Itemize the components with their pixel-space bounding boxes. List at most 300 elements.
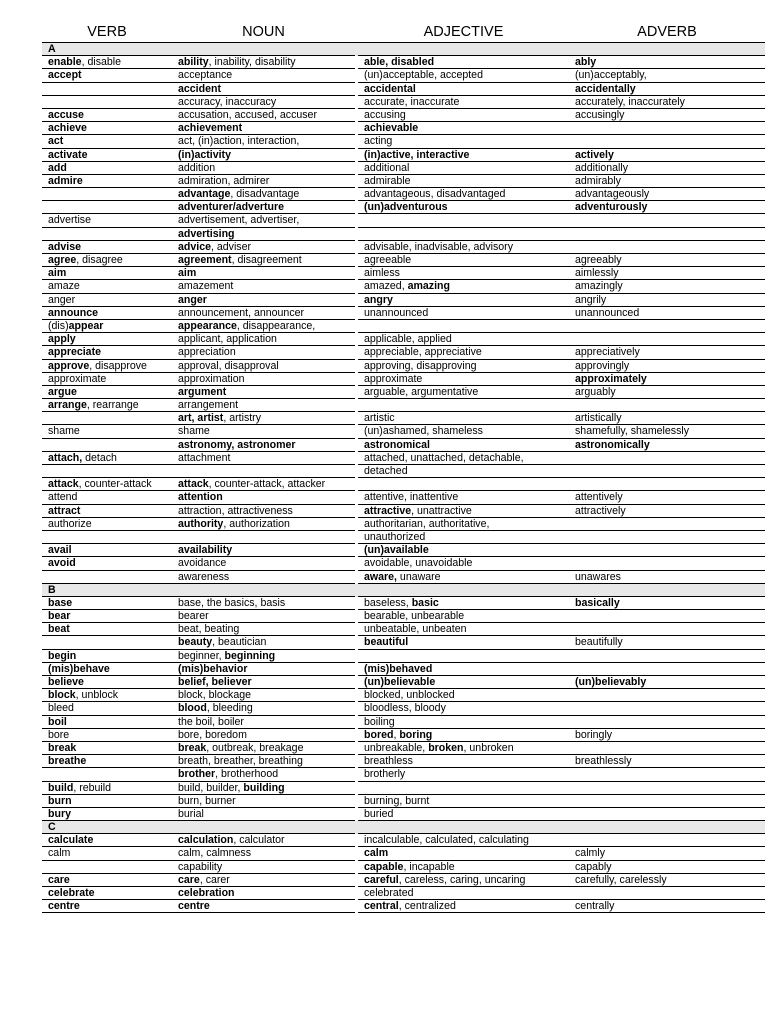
key-word: aim: [178, 267, 197, 280]
table-row: [42, 201, 765, 214]
adjective-cell: [358, 518, 569, 531]
noun-cell: [172, 518, 355, 531]
word-text: arguably: [575, 385, 616, 398]
adjective-cell: [358, 676, 569, 689]
adverb-cell: [569, 83, 765, 96]
key-word: attention: [178, 491, 223, 504]
word-text: avoidance: [178, 557, 227, 570]
adjective-cell: [358, 135, 569, 148]
word-text: , carer: [199, 873, 230, 886]
adverb-cell: [569, 188, 765, 201]
key-word: art, artist: [178, 412, 224, 425]
word-text: breath, breather, breathing: [178, 755, 303, 768]
key-word: attack: [178, 478, 209, 491]
word-text: , rearrange: [86, 399, 139, 412]
adjective-cell: [358, 755, 569, 768]
key-word: centre: [178, 900, 210, 913]
key-word: calculate: [48, 834, 94, 847]
table-row: [42, 56, 765, 69]
word-text: announcement, announcer: [178, 306, 305, 319]
word-text: amaze: [48, 280, 80, 293]
noun-cell: [172, 610, 355, 623]
table-row: [42, 294, 765, 307]
table-row: [42, 505, 765, 518]
adverb-cell: [569, 228, 765, 241]
word-text: breathless: [364, 755, 413, 768]
key-word: agreement: [178, 254, 232, 266]
table-row: [42, 109, 765, 122]
table-row: [42, 175, 765, 188]
verb-cell: [42, 69, 172, 82]
verb-cell: [42, 465, 172, 478]
verb-cell: [42, 478, 172, 491]
adjective-cell: [358, 597, 569, 610]
word-text: accuracy, inaccuracy: [178, 95, 277, 108]
verb-cell: [42, 861, 172, 874]
word-text: beat, beating: [178, 623, 240, 636]
table-row: [42, 228, 765, 241]
word-text: artistically: [575, 412, 622, 425]
adjective-cell: [358, 149, 569, 162]
word-text: anger: [48, 293, 76, 306]
noun-cell: [172, 333, 355, 346]
key-word: belief, believer: [178, 676, 252, 688]
noun-cell: [172, 650, 355, 663]
word-text: , inability, disability: [208, 56, 296, 69]
word-text: artistic: [364, 412, 395, 425]
adverb-cell: [569, 755, 765, 768]
key-word: accuse: [48, 108, 84, 121]
adverb-cell: [569, 478, 765, 491]
adverb-cell: [569, 518, 765, 531]
verb-cell: [42, 109, 172, 122]
key-word: aim: [48, 267, 67, 280]
key-word: break: [48, 741, 77, 754]
word-text: , counter-attack: [78, 478, 152, 491]
adjective-cell: [358, 610, 569, 623]
word-text: beautifully: [575, 636, 623, 649]
adjective-cell: [358, 307, 569, 320]
adverb-cell: [569, 663, 765, 676]
adjective-cell: [358, 267, 569, 280]
empty-cell: [358, 821, 569, 834]
key-word: beautiful: [364, 636, 409, 649]
adjective-cell: [358, 768, 569, 781]
word-text: advertise: [48, 214, 91, 227]
noun-cell: [172, 294, 355, 307]
key-word: enable: [48, 56, 82, 69]
adverb-cell: [569, 254, 765, 267]
word-text: accurate, inaccurate: [364, 95, 460, 108]
word-text: appreciable, appreciative: [364, 346, 482, 359]
table-row: [42, 491, 765, 504]
key-word: appearance: [178, 319, 237, 332]
table-row: [42, 716, 765, 729]
table-row: [42, 887, 765, 900]
key-word: beauty: [178, 636, 213, 649]
verb-cell: [42, 491, 172, 504]
verb-cell: [42, 188, 172, 201]
verb-cell: [42, 847, 172, 860]
adjective-cell: [358, 689, 569, 702]
word-text: , beautician: [212, 636, 267, 649]
noun-cell: [172, 887, 355, 900]
word-text: boringly: [575, 728, 613, 741]
adjective-cell: [358, 795, 569, 808]
word-text: , disagreement: [231, 254, 302, 266]
noun-cell: [172, 320, 355, 333]
noun-cell: [172, 425, 355, 438]
table-row: [42, 689, 765, 702]
key-word: careful: [364, 873, 399, 886]
key-word: approve: [48, 359, 90, 372]
word-text: capability: [178, 860, 223, 873]
word-text: , disappearance,: [236, 319, 316, 332]
word-text: bore, boredom: [178, 728, 247, 741]
adjective-cell: [358, 571, 569, 584]
verb-cell: [42, 676, 172, 689]
noun-cell: [172, 162, 355, 175]
verb-cell: [42, 96, 172, 109]
table-row: [42, 544, 765, 557]
word-text: (un)acceptable, accepted: [364, 69, 483, 82]
word-text: attentively: [575, 491, 623, 504]
adjective-cell: [358, 175, 569, 188]
key-word: attach,: [48, 451, 83, 464]
adjective-cell: [358, 623, 569, 636]
noun-cell: [172, 201, 355, 214]
noun-cell: [172, 267, 355, 280]
verb-cell: [42, 201, 172, 214]
word-text: burn, burner: [178, 794, 236, 807]
table-row: [42, 531, 765, 544]
key-word: agree: [48, 254, 77, 266]
key-word: boil: [48, 715, 67, 728]
verb-cell: [42, 149, 172, 162]
adverb-cell: [569, 96, 765, 109]
key-word: break: [178, 741, 207, 754]
verb-cell: [42, 650, 172, 663]
adjective-cell: [358, 386, 569, 399]
noun-cell: [172, 439, 355, 452]
verb-cell: [42, 294, 172, 307]
key-word: accidentally: [575, 82, 636, 95]
adjective-cell: [358, 808, 569, 821]
adjective-cell: [358, 663, 569, 676]
word-text: , unbroken: [463, 741, 514, 754]
word-text: , incapable: [403, 860, 455, 873]
adverb-cell: [569, 676, 765, 689]
word-text: , adviser: [210, 240, 252, 253]
adjective-cell: [358, 636, 569, 649]
adjective-cell: [358, 228, 569, 241]
word-text: , outbreak, breakage: [206, 741, 304, 754]
noun-cell: [172, 188, 355, 201]
noun-cell: [172, 834, 355, 847]
adverb-cell: [569, 768, 765, 781]
word-text: centrally: [575, 900, 615, 913]
key-word: calm: [364, 847, 389, 860]
key-word: astronomical: [364, 438, 430, 451]
word-text: burial: [178, 807, 204, 820]
word-text: capably: [575, 860, 612, 873]
word-text: unannounced: [364, 306, 429, 319]
verb-cell: [42, 83, 172, 96]
table-body: [42, 43, 765, 913]
key-word: advantage: [178, 188, 231, 201]
table-row: [42, 795, 765, 808]
adverb-cell: [569, 162, 765, 175]
noun-cell: [172, 874, 355, 887]
word-text: advisable, inadvisable, advisory: [364, 240, 513, 253]
adjective-cell: [358, 280, 569, 293]
verb-cell: [42, 452, 172, 465]
verb-cell: [42, 333, 172, 346]
adverb-cell: [569, 636, 765, 649]
verb-cell: [42, 320, 172, 333]
word-text: buried: [364, 807, 394, 820]
noun-cell: [172, 847, 355, 860]
table-row: [42, 861, 765, 874]
adjective-cell: [358, 834, 569, 847]
adverb-cell: [569, 874, 765, 887]
word-text: , disadvantage: [230, 188, 300, 201]
word-text: arguable, argumentative: [364, 385, 479, 398]
word-text: attachment: [178, 451, 231, 464]
word-text: advantageously: [575, 188, 650, 201]
adjective-cell: [358, 254, 569, 267]
table-row: [42, 557, 765, 570]
noun-cell: [172, 676, 355, 689]
table-row: [42, 729, 765, 742]
table-row: [42, 188, 765, 201]
table-row: [42, 307, 765, 320]
word-text: (un)acceptably,: [575, 69, 647, 82]
word-text: boiling: [364, 715, 395, 728]
key-word: celebrate: [48, 887, 95, 899]
adjective-cell: [358, 887, 569, 900]
adjective-cell: [358, 69, 569, 82]
word-text: appreciatively: [575, 346, 640, 359]
word-formation-table: [42, 22, 765, 913]
adverb-cell: [569, 346, 765, 359]
table-row: [42, 900, 765, 913]
empty-cell: [172, 821, 355, 834]
key-word: broken: [428, 741, 464, 754]
key-word: begin: [48, 649, 77, 662]
table-row: [42, 320, 765, 333]
adverb-cell: [569, 716, 765, 729]
adverb-cell: [569, 491, 765, 504]
key-word: achieve: [48, 122, 87, 135]
noun-cell: [172, 69, 355, 82]
adverb-cell: [569, 214, 765, 227]
word-text: baseless,: [364, 596, 412, 609]
noun-cell: [172, 135, 355, 148]
adjective-cell: [358, 294, 569, 307]
verb-cell: [42, 122, 172, 135]
word-text: approximate: [364, 372, 423, 385]
table-row: [42, 439, 765, 452]
adjective-cell: [358, 109, 569, 122]
verb-cell: [42, 531, 172, 544]
adverb-cell: [569, 623, 765, 636]
adverb-cell: [569, 294, 765, 307]
empty-cell: [569, 821, 765, 834]
key-word: bury: [48, 807, 71, 820]
table-row: [42, 162, 765, 175]
verb-cell: [42, 808, 172, 821]
noun-cell: [172, 505, 355, 518]
verb-cell: [42, 162, 172, 175]
key-word: achievement: [178, 122, 243, 135]
noun-cell: [172, 56, 355, 69]
noun-cell: [172, 623, 355, 636]
key-word: block: [48, 689, 76, 702]
adverb-cell: [569, 425, 765, 438]
table-row: [42, 610, 765, 623]
adjective-cell: [358, 241, 569, 254]
word-text: bearer: [178, 610, 209, 623]
key-word: advertising: [178, 227, 235, 240]
word-text: bloodless, bloody: [364, 702, 446, 715]
table-row: [42, 834, 765, 847]
adverb-cell: [569, 333, 765, 346]
adverb-cell: [569, 834, 765, 847]
key-word: add: [48, 161, 67, 174]
word-text: , unblock: [75, 689, 119, 702]
key-word: believe: [48, 676, 84, 688]
key-word: approximately: [575, 372, 647, 385]
key-word: aware,: [364, 570, 397, 583]
table-row: [42, 650, 765, 663]
verb-cell: [42, 175, 172, 188]
word-text: block, blockage: [178, 689, 252, 702]
word-text: unaware: [396, 570, 441, 583]
verb-cell: [42, 56, 172, 69]
word-text: attraction, attractiveness: [178, 504, 293, 517]
verb-cell: [42, 425, 172, 438]
verb-cell: [42, 505, 172, 518]
table-row: [42, 663, 765, 676]
key-word: adventurously: [575, 201, 648, 214]
table-row: [42, 623, 765, 636]
word-text: unauthorized: [364, 530, 426, 543]
key-word: advice: [178, 240, 211, 253]
noun-cell: [172, 571, 355, 584]
table-row: [42, 571, 765, 584]
adjective-cell: [358, 544, 569, 557]
key-word: announce: [48, 306, 99, 319]
key-word: argue: [48, 385, 77, 398]
adjective-cell: [358, 782, 569, 795]
key-word: accident: [178, 82, 221, 95]
word-text: applicant, application: [178, 333, 277, 346]
adverb-cell: [569, 531, 765, 544]
key-word: avail: [48, 544, 72, 557]
noun-cell: [172, 689, 355, 702]
word-text: , brotherhood: [215, 768, 279, 781]
adverb-cell: [569, 201, 765, 214]
key-word: basic: [411, 596, 439, 609]
verb-cell: [42, 702, 172, 715]
adverb-cell: [569, 610, 765, 623]
adjective-cell: [358, 847, 569, 860]
verb-cell: [42, 782, 172, 795]
adjective-cell: [358, 320, 569, 333]
word-text: amazingly: [575, 280, 623, 293]
adverb-cell: [569, 557, 765, 570]
word-text: additional: [364, 161, 410, 174]
adjective-cell: [358, 716, 569, 729]
verb-cell: [42, 663, 172, 676]
key-word: burn: [48, 794, 72, 807]
word-text: unbeatable, unbeaten: [364, 623, 467, 636]
table-row: [42, 96, 765, 109]
table-row: [42, 83, 765, 96]
word-text: agreeable: [364, 254, 412, 266]
key-word: apply: [48, 333, 76, 346]
table-row: [42, 847, 765, 860]
key-word: activate: [48, 148, 88, 161]
key-word: appear: [68, 319, 104, 332]
verb-cell: [42, 228, 172, 241]
key-word: astronomically: [575, 438, 650, 451]
word-text: acting: [364, 135, 393, 148]
verb-cell: [42, 346, 172, 359]
word-text: accusation, accused, accuser: [178, 108, 317, 121]
word-text: approximation: [178, 372, 245, 385]
key-word: avoid: [48, 557, 76, 570]
word-text: , calculator: [233, 834, 285, 847]
word-text: the boil, boiler: [178, 715, 244, 728]
table-row: [42, 386, 765, 399]
word-text: shame: [178, 425, 210, 438]
word-text: awareness: [178, 570, 230, 583]
section-letter: A: [42, 43, 172, 56]
table-header: [42, 22, 765, 43]
table-row: [42, 465, 765, 478]
key-word: care: [48, 873, 70, 886]
verb-cell: [42, 412, 172, 425]
table-row: [42, 808, 765, 821]
word-text: accusingly: [575, 108, 625, 121]
noun-cell: [172, 702, 355, 715]
table-row: [42, 241, 765, 254]
word-text: , centralized: [398, 900, 456, 913]
key-word: (mis)behavior: [178, 662, 248, 675]
word-text: approvingly: [575, 359, 630, 372]
verb-cell: [42, 518, 172, 531]
key-word: astronomy, astronomer: [178, 438, 296, 451]
table-row: [42, 373, 765, 386]
adverb-cell: [569, 702, 765, 715]
word-text: addition: [178, 161, 216, 174]
noun-cell: [172, 478, 355, 491]
adverb-cell: [569, 689, 765, 702]
word-text: attentive, inattentive: [364, 491, 459, 504]
adjective-cell: [358, 531, 569, 544]
noun-cell: [172, 782, 355, 795]
key-word: base: [48, 596, 73, 609]
adjective-cell: [358, 201, 569, 214]
verb-cell: [42, 135, 172, 148]
adjective-cell: [358, 162, 569, 175]
noun-cell: [172, 768, 355, 781]
key-word: availability: [178, 544, 233, 557]
word-text: unawares: [575, 570, 621, 583]
table-row: [42, 597, 765, 610]
